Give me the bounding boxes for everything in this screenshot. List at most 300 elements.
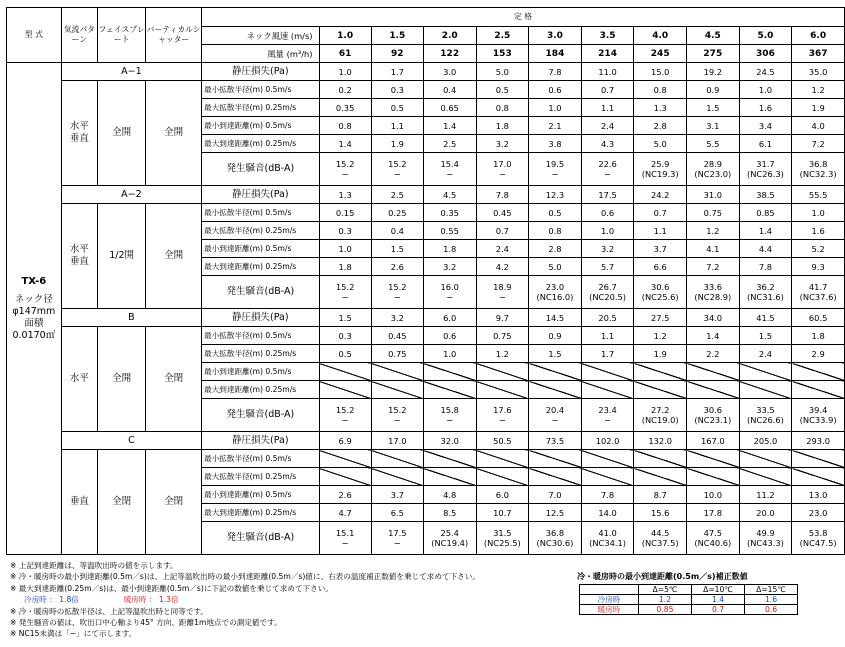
metric-value: 0.5	[319, 345, 371, 363]
noise-nc: −	[604, 415, 612, 425]
metric-label: 静圧損失(Pa)	[202, 186, 319, 204]
metric-value: 1.9	[371, 135, 423, 153]
metric-value: 12.3	[529, 186, 582, 204]
noise-nc: (NC43.3)	[746, 538, 784, 548]
metric-label: 最大到達距離(m) 0.25m/s	[202, 258, 319, 276]
airflow-value: 275	[687, 45, 740, 63]
corner-cell	[580, 585, 639, 595]
metric-value: 1.5	[687, 99, 740, 117]
metric-value: 1.0	[739, 81, 792, 99]
metric-value: 167.0	[687, 432, 740, 450]
noise-db: 36.8	[545, 528, 565, 538]
metric-value: 2.1	[529, 117, 582, 135]
metric-value: 6.6	[634, 258, 687, 276]
metric-value: 10.0	[687, 486, 740, 504]
airflow-pattern: 水平	[61, 327, 97, 432]
metric-value: 0.15	[319, 204, 371, 222]
metric-value: 73.5	[529, 432, 582, 450]
noise-db: 47.5	[703, 528, 723, 538]
noise-db: 53.8	[808, 528, 828, 538]
noise-db: 15.8	[440, 405, 459, 415]
factor-line	[10, 594, 570, 605]
metric-value: 7.8	[529, 63, 582, 81]
neck-speed-value: 1.5	[371, 27, 423, 45]
noise-nc: −	[393, 292, 401, 302]
metric-value: 6.0	[476, 486, 529, 504]
area-label: 面積	[24, 317, 44, 329]
pattern-code: A−1	[61, 63, 201, 81]
noise-value	[423, 522, 476, 555]
noise-db: 17.6	[493, 405, 512, 415]
metric-value: 35.0	[792, 63, 845, 81]
airflow-value: 184	[529, 45, 582, 63]
shutter-setting: 全閉	[146, 327, 202, 432]
metric-value: 1.4	[319, 135, 371, 153]
metric-value: 1.4	[739, 222, 792, 240]
metric-value: 8.5	[423, 504, 476, 522]
noise-db: 15.2	[388, 405, 407, 415]
metric-value: 3.1	[687, 117, 740, 135]
airflow-value: 92	[371, 45, 423, 63]
metric-value: 1.0	[319, 240, 371, 258]
noise-db: 36.2	[756, 282, 775, 292]
noise-value	[476, 153, 529, 186]
not-applicable-cell	[687, 381, 740, 399]
metric-value: 1.4	[687, 327, 740, 345]
cooling-factor: 冷房時 ： 1.8倍	[24, 595, 79, 605]
metric-value: 3.4	[739, 117, 792, 135]
metric-value: 0.8	[634, 81, 687, 99]
noise-nc: −	[393, 169, 401, 179]
noise-nc: (NC16.0)	[536, 292, 574, 302]
metric-value: 3.2	[371, 309, 423, 327]
noise-nc: (NC23.0)	[694, 169, 732, 179]
airflow-pattern: 水平 垂直	[61, 204, 97, 309]
shutter-setting: 全開	[146, 81, 202, 186]
metric-value: 1.5	[739, 327, 792, 345]
noise-db: 49.9	[756, 528, 775, 538]
metric-value: 0.8	[476, 99, 529, 117]
noise-value	[581, 522, 634, 555]
metric-label: 最大拡散半径(m) 0.25m/s	[202, 222, 319, 240]
not-applicable-cell	[634, 468, 687, 486]
metric-value: 4.1	[687, 240, 740, 258]
metric-label: 最小拡散半径(m) 0.5m/s	[202, 450, 319, 468]
noise-value	[687, 522, 740, 555]
noise-db: 15.2	[335, 405, 355, 415]
metric-value: 1.6	[739, 99, 792, 117]
noise-db: 25.9	[650, 159, 670, 169]
not-applicable-cell	[371, 468, 423, 486]
noise-db: 16.0	[440, 282, 459, 292]
noise-db: 25.4	[440, 528, 459, 538]
note-2: ※ 冷・暖房時の最小到達距離(0.5m／s)は、上記等温吹出時の最小到達距離(0.5m／s)値に、右表の温度補正数値を乗じて求めて下さい。	[10, 572, 480, 582]
note-3: ※ 最大到達距離(0.25m／s)は、最小到達距離(0.5m／s)に下記の数値を乗じて求めて下さい。	[10, 583, 333, 593]
metric-value: 0.6	[529, 81, 582, 99]
not-applicable-cell	[476, 450, 529, 468]
neck-speed-value: 2.0	[423, 27, 476, 45]
noise-db: 36.8	[808, 159, 828, 169]
airflow-unit: (m³/h)	[286, 48, 313, 59]
metric-value: 0.8	[529, 222, 582, 240]
noise-nc: (NC19.4)	[431, 538, 469, 548]
pattern-header: 気流パターン	[61, 8, 97, 63]
metric-value: 0.45	[371, 327, 423, 345]
metric-value: 0.65	[423, 99, 476, 117]
metric-value: 4.4	[739, 240, 792, 258]
metric-value: 4.2	[476, 258, 529, 276]
not-applicable-cell	[476, 363, 529, 381]
not-applicable-cell	[476, 468, 529, 486]
metric-label: 最小到達距離(m) 0.5m/s	[202, 363, 319, 381]
neck-speed-value: 4.0	[634, 27, 687, 45]
pattern-code: A−2	[61, 186, 201, 204]
noise-nc: −	[446, 169, 454, 179]
neck-speed-value: 2.5	[476, 27, 529, 45]
metric-value: 0.25	[371, 204, 423, 222]
metric-value: 4.0	[792, 117, 845, 135]
noise-value	[634, 276, 687, 309]
neck-diameter: φ147mm	[12, 305, 56, 317]
noise-db: 23.0	[545, 282, 565, 292]
noise-db: 23.4	[598, 405, 617, 415]
noise-db: 33.5	[756, 405, 775, 415]
not-applicable-cell	[476, 381, 529, 399]
metric-value: 50.5	[476, 432, 529, 450]
metric-value: 20.5	[581, 309, 634, 327]
model-header: 型 式	[7, 8, 62, 63]
metric-value: 1.1	[581, 327, 634, 345]
noise-nc: (NC25.6)	[641, 292, 679, 302]
metric-value: 11.0	[581, 63, 634, 81]
metric-value: 0.3	[319, 327, 371, 345]
metric-value: 0.45	[476, 204, 529, 222]
noise-value	[476, 399, 529, 432]
not-applicable-cell	[423, 363, 476, 381]
noise-value	[739, 399, 792, 432]
metric-label: 静圧損失(Pa)	[202, 63, 319, 81]
metric-value: 132.0	[634, 432, 687, 450]
not-applicable-cell	[371, 381, 423, 399]
metric-value: 8.7	[634, 486, 687, 504]
metric-value: 3.7	[634, 240, 687, 258]
metric-value: 41.5	[739, 309, 792, 327]
metric-value: 0.3	[371, 81, 423, 99]
not-applicable-cell	[792, 468, 845, 486]
metric-value: 4.5	[423, 186, 476, 204]
noise-nc: −	[393, 538, 401, 548]
airflow-value: 367	[792, 45, 845, 63]
noise-value	[687, 153, 740, 186]
noise-db: 17.5	[388, 528, 407, 538]
noise-db: 15.2	[335, 282, 355, 292]
metric-value: 17.0	[371, 432, 423, 450]
noise-nc: −	[498, 415, 506, 425]
metric-value: 0.2	[319, 81, 371, 99]
noise-nc: −	[341, 169, 349, 179]
metric-value: 60.5	[792, 309, 845, 327]
noise-db: 31.5	[493, 528, 512, 538]
noise-db: 33.6	[703, 282, 723, 292]
not-applicable-cell	[581, 468, 634, 486]
noise-nc: −	[341, 415, 349, 425]
noise-value	[634, 522, 687, 555]
metric-value: 1.3	[319, 186, 371, 204]
metric-value: 0.35	[423, 204, 476, 222]
neck-speed-label	[202, 27, 319, 45]
metric-value: 1.4	[423, 117, 476, 135]
noise-nc: (NC23.1)	[694, 415, 732, 425]
metric-value: 0.75	[371, 345, 423, 363]
metric-value: 3.7	[371, 486, 423, 504]
metric-value: 6.9	[319, 432, 371, 450]
metric-value: 23.0	[792, 504, 845, 522]
metric-value: 4.3	[581, 135, 634, 153]
not-applicable-cell	[529, 363, 582, 381]
metric-value: 2.9	[792, 345, 845, 363]
metric-value: 12.5	[529, 504, 582, 522]
airflow-pattern: 垂直	[61, 450, 97, 555]
noise-value	[634, 153, 687, 186]
metric-value: 0.9	[687, 81, 740, 99]
noise-nc: −	[393, 415, 401, 425]
airflow-value: 153	[476, 45, 529, 63]
metric-label: 最大到達距離(m) 0.25m/s	[202, 135, 319, 153]
pattern-code: B	[61, 309, 201, 327]
not-applicable-cell	[581, 363, 634, 381]
metric-value: 0.35	[319, 99, 371, 117]
noise-db: 41.7	[808, 282, 828, 292]
not-applicable-cell	[423, 468, 476, 486]
metric-value: 2.8	[634, 117, 687, 135]
noise-nc: −	[551, 415, 559, 425]
metric-value: 293.0	[792, 432, 845, 450]
metric-value: 6.1	[739, 135, 792, 153]
metric-value: 0.6	[581, 204, 634, 222]
noise-value	[739, 276, 792, 309]
noise-value	[529, 276, 582, 309]
face-plate-header: フェイスプレート	[98, 8, 146, 63]
note-1: ※ 上記到達距離は、等温吹出時の値を示します。	[10, 561, 178, 570]
metric-value: 1.2	[687, 222, 740, 240]
noise-value	[792, 522, 845, 555]
metric-value: 0.75	[687, 204, 740, 222]
noise-value	[739, 522, 792, 555]
noise-nc: (NC31.6)	[746, 292, 784, 302]
metric-value: 20.0	[739, 504, 792, 522]
metric-value: 0.55	[423, 222, 476, 240]
metric-value: 34.0	[687, 309, 740, 327]
face-plate-setting: 全閉	[98, 450, 146, 555]
metric-value: 7.8	[739, 258, 792, 276]
correction-table	[579, 584, 798, 615]
noise-db: 28.9	[703, 159, 723, 169]
airflow-value: 245	[634, 45, 687, 63]
noise-nc: (NC25.5)	[483, 538, 521, 548]
metric-value: 14.5	[529, 309, 582, 327]
noise-value	[739, 153, 792, 186]
not-applicable-cell	[529, 450, 582, 468]
noise-nc: (NC33.9)	[799, 415, 837, 425]
metric-value: 10.7	[476, 504, 529, 522]
metric-value: 7.8	[581, 486, 634, 504]
noise-db: 15.2	[388, 159, 407, 169]
metric-value: 7.0	[529, 486, 582, 504]
noise-nc: −	[341, 538, 349, 548]
shutter-setting: 全開	[146, 204, 202, 309]
model-cell	[7, 63, 62, 555]
not-applicable-cell	[319, 468, 371, 486]
metric-value: 1.8	[476, 117, 529, 135]
not-applicable-cell	[634, 450, 687, 468]
airflow-value: 122	[423, 45, 476, 63]
note-4: ※ 冷・暖房時の拡散半径は、上記等温吹出時と同等です。	[10, 606, 209, 616]
metric-value: 3.0	[423, 63, 476, 81]
noise-nc: (NC40.6)	[694, 538, 732, 548]
metric-value: 32.0	[423, 432, 476, 450]
metric-value: 14.0	[581, 504, 634, 522]
not-applicable-cell	[423, 381, 476, 399]
metric-value: 1.0	[319, 63, 371, 81]
metric-value: 1.6	[792, 222, 845, 240]
metric-value: 0.3	[319, 222, 371, 240]
noise-db: 15.2	[335, 159, 355, 169]
metric-value: 1.5	[371, 240, 423, 258]
metric-value: 24.5	[739, 63, 792, 81]
metric-label: 静圧損失(Pa)	[202, 309, 319, 327]
not-applicable-cell	[634, 363, 687, 381]
metric-value: 5.7	[581, 258, 634, 276]
delta-10-header: Δ=10℃	[692, 585, 745, 595]
metric-label: 最小到達距離(m) 0.5m/s	[202, 117, 319, 135]
metric-label: 最大拡散半径(m) 0.25m/s	[202, 468, 319, 486]
metric-value: 55.5	[792, 186, 845, 204]
metric-value: 2.5	[423, 135, 476, 153]
note-5: ※ 発生騒音の値は、吹出口中心軸より45° 方向、距離1m地点での測定値です。	[10, 618, 282, 628]
metric-value: 2.4	[476, 240, 529, 258]
metric-value: 0.7	[581, 81, 634, 99]
noise-nc: −	[498, 169, 506, 179]
noise-db: 17.0	[493, 159, 512, 169]
noise-nc: −	[604, 169, 612, 179]
noise-nc: (NC19.0)	[641, 415, 679, 425]
noise-value	[371, 522, 423, 555]
metric-value: 2.4	[739, 345, 792, 363]
shutter-header: バーティカルシャッター	[146, 8, 202, 63]
airflow-value: 214	[581, 45, 634, 63]
noise-db: 39.4	[808, 405, 828, 415]
noise-value	[687, 399, 740, 432]
noise-nc: (NC32.3)	[799, 169, 837, 179]
rating-header: 定 格	[202, 8, 845, 27]
noise-value	[423, 276, 476, 309]
metric-value: 0.9	[529, 327, 582, 345]
noise-value	[792, 153, 845, 186]
noise-nc: (NC20.5)	[589, 292, 627, 302]
airflow-label	[202, 45, 319, 63]
noise-value	[476, 276, 529, 309]
noise-db: 31.7	[756, 159, 775, 169]
metric-value: 1.9	[634, 345, 687, 363]
metric-value: 1.8	[423, 240, 476, 258]
noise-value	[319, 276, 371, 309]
neck-speed-value: 1.0	[319, 27, 371, 45]
not-applicable-cell	[739, 363, 792, 381]
area-value: 0.0170㎡	[12, 329, 56, 341]
metric-value: 0.85	[739, 204, 792, 222]
not-applicable-cell	[739, 450, 792, 468]
face-plate-setting: 1/2開	[98, 204, 146, 309]
metric-label: 最小拡散半径(m) 0.5m/s	[202, 204, 319, 222]
metric-label: 発生騒音(dB-A)	[202, 522, 319, 555]
noise-db: 27.2	[650, 405, 670, 415]
metric-value: 0.4	[423, 81, 476, 99]
not-applicable-cell	[581, 381, 634, 399]
metric-label: 発生騒音(dB-A)	[202, 153, 319, 186]
metric-value: 0.75	[476, 327, 529, 345]
metric-value: 3.2	[581, 240, 634, 258]
metric-label: 最小到達距離(m) 0.5m/s	[202, 240, 319, 258]
face-plate-setting: 全開	[98, 81, 146, 186]
not-applicable-cell	[687, 450, 740, 468]
noise-db: 41.0	[598, 528, 617, 538]
metric-value: 2.5	[371, 186, 423, 204]
noise-value	[792, 399, 845, 432]
metric-value: 11.2	[739, 486, 792, 504]
metric-value: 15.6	[634, 504, 687, 522]
metric-value: 7.2	[687, 258, 740, 276]
not-applicable-cell	[739, 468, 792, 486]
metric-label: 最小到達距離(m) 0.5m/s	[202, 486, 319, 504]
noise-value	[634, 399, 687, 432]
not-applicable-cell	[529, 381, 582, 399]
not-applicable-cell	[529, 468, 582, 486]
metric-value: 4.7	[319, 504, 371, 522]
noise-db: 18.9	[493, 282, 512, 292]
noise-db: 22.6	[598, 159, 617, 169]
cooling-delta-15: 1.6	[745, 595, 798, 605]
not-applicable-cell	[319, 450, 371, 468]
not-applicable-cell	[371, 363, 423, 381]
noise-value	[529, 399, 582, 432]
metric-value: 13.0	[792, 486, 845, 504]
noise-value	[687, 276, 740, 309]
noise-nc: −	[551, 169, 559, 179]
noise-db: 44.5	[650, 528, 670, 538]
metric-value: 1.8	[319, 258, 371, 276]
metric-value: 6.0	[423, 309, 476, 327]
metric-value: 1.9	[792, 99, 845, 117]
shutter-setting: 全閉	[146, 450, 202, 555]
note-6: ※ NC15未満は「−」にて示します。	[10, 629, 137, 639]
noise-value	[529, 153, 582, 186]
metric-value: 1.7	[371, 63, 423, 81]
correction-table-block	[577, 571, 798, 615]
noise-value	[319, 522, 371, 555]
metric-value: 0.7	[476, 222, 529, 240]
metric-value: 1.2	[792, 81, 845, 99]
metric-value: 17.5	[581, 186, 634, 204]
cooling-delta-5: 1.2	[639, 595, 692, 605]
metric-value: 4.8	[423, 486, 476, 504]
metric-value: 0.4	[371, 222, 423, 240]
noise-value	[319, 399, 371, 432]
metric-value: 27.5	[634, 309, 687, 327]
noise-db: 30.6	[703, 405, 723, 415]
noise-nc: (NC47.5)	[799, 538, 837, 548]
metric-value: 5.0	[529, 258, 582, 276]
neck-speed-unit: (m/s)	[290, 30, 313, 41]
